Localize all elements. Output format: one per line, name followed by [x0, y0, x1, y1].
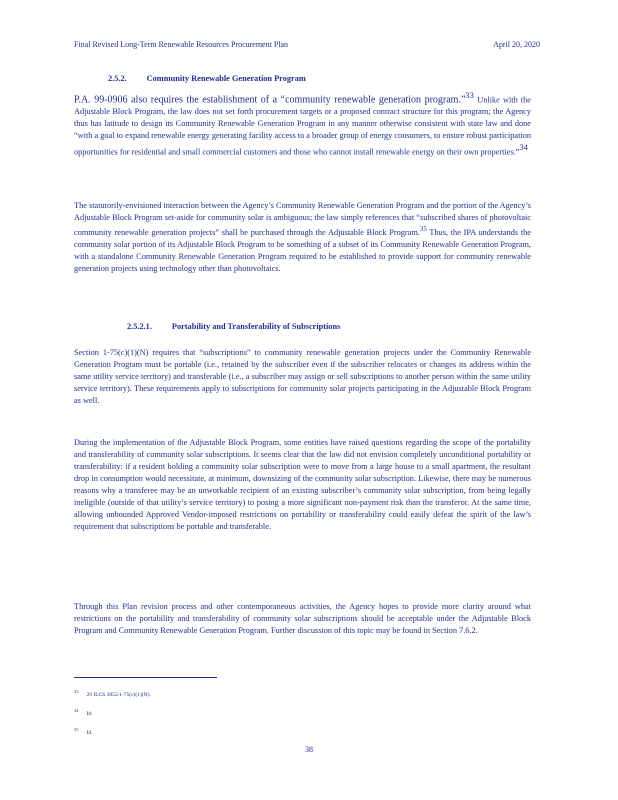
- footnote-text: Id.: [86, 729, 93, 736]
- footnote-divider: [74, 677, 217, 678]
- section-title: Portability and Transferability of Subscriptions: [171, 322, 341, 331]
- footnotes: [74, 684, 151, 740]
- paragraph-1: [74, 90, 531, 198]
- paragraph-5: Through this Plan revision process and other contemporaneous activities, the Agency hopes to provide more clarity around what restrictions on the portability and transferability of community solar subscriptions should be acceptable under the Adjustable Block Program and Community Renewable Generation Program. Further discussion of this topic may be found in Section 7.6.2.: [74, 602, 531, 635]
- paragraph-2: [74, 200, 531, 308]
- footnote-number: 35: [74, 726, 79, 732]
- footnote: [74, 684, 151, 703]
- section-title: Community Renewable Generation Program: [146, 74, 306, 83]
- paragraph-text: P.A. 99-0906 also requires the establishment of a “community renewable generation program.”: [74, 94, 466, 106]
- section-heading-2-5-2-1: [127, 322, 340, 331]
- footnote-number: 34: [74, 707, 79, 713]
- footnote: [74, 722, 151, 741]
- footnote-text: 20 ILCS 3855/1-75(c)(1)(N).: [86, 691, 151, 698]
- header-date: April 20, 2020: [493, 40, 540, 49]
- paragraph-text: The statutorily-envisioned interaction between the Agency’s Community Renewable Generation Program and the portion of the Agency’s Adjustable Block Program set-aside for community solar is ambiguous; the law simply references that “subscribed shares of photovoltaic community renewable generation projects” shall be purchased through the Adjustable Block Program.: [74, 201, 531, 237]
- page-number: 38: [305, 745, 313, 754]
- footnote: [74, 703, 151, 722]
- header-title: Final Revised Long-Term Renewable Resources Procurement Plan: [74, 40, 289, 49]
- footnote-text: Id.: [86, 710, 93, 717]
- footnote-ref: 35: [419, 226, 427, 233]
- section-number: 2.5.2.1.: [127, 322, 152, 331]
- page-header: [74, 40, 540, 49]
- section-number: 2.5.2.: [108, 74, 127, 83]
- paragraph-3: Section 1-75(c)(1)(N) requires that “subscriptions” to community renewable generation projects under the Community Renewable Generation Program must be portable (i.e., retained by the subscriber even if the subscriber relocates or changes its address within the same utility service territory) and transferable (i.e., a subscriber may assign or sell subscriptions to another person within the same utility service territory). These requirements apply to subscriptions for community solar projects participating in the Adjustable Block Program as well.: [74, 348, 531, 405]
- section-heading-2-5-2: [108, 74, 306, 83]
- footnote-ref: 33: [465, 91, 474, 100]
- paragraph-text: Unlike with the Adjustable Block Program, the law does not set forth procurement targets or a proposed contract structure for this program; the Agency thus has latitude to design its Community Renewable Generation Program in any manner otherwise consistent with state law and done “with a goal to expand renewable energy generating facility access to a broader group of energy consumers, to ensure robust participation opportunities for residential and small commercial customers and those who cannot install renewable energy on their own properties.”: [74, 95, 532, 157]
- paragraph-4: During the implementation of the Adjustable Block Program, some entities have raised questions regarding the scope of the portability and transferability of community solar subscriptions. It seems clear that the law did not envision completely unconditional portability or transferability: if a resident holding a community solar subscription were to move from a large house to a small apartment, the resultant drop in consumption would necessitate, at minimum, downsizing of the community solar subscription. Likewise, there may be numerous reasons why a transferee may be an unworkable recipient of an existing subscriber’s community solar subscription, from being legally ineligible (outside of that utility’s service territory) to posing a more significant non-payment risk than the transferor. At the same time, allowing unbounded Approved Vendor-imposed restrictions on portability or transferability could easily defeat the spirit of the law’s requirement that subscriptions be portable and transferable.: [74, 438, 531, 531]
- footnote-ref: 34: [519, 143, 528, 153]
- paragraph-text: Thus, the IPA understands the community solar portion of its Adjustable Block Program to be something of a subset of its Community Renewable Generation Program, with a standalone Community Renewable Generation Program required to be established to provide support for community renewable generation projects using technology other than photovoltaics.: [74, 227, 531, 273]
- footnote-number: 33: [74, 689, 79, 694]
